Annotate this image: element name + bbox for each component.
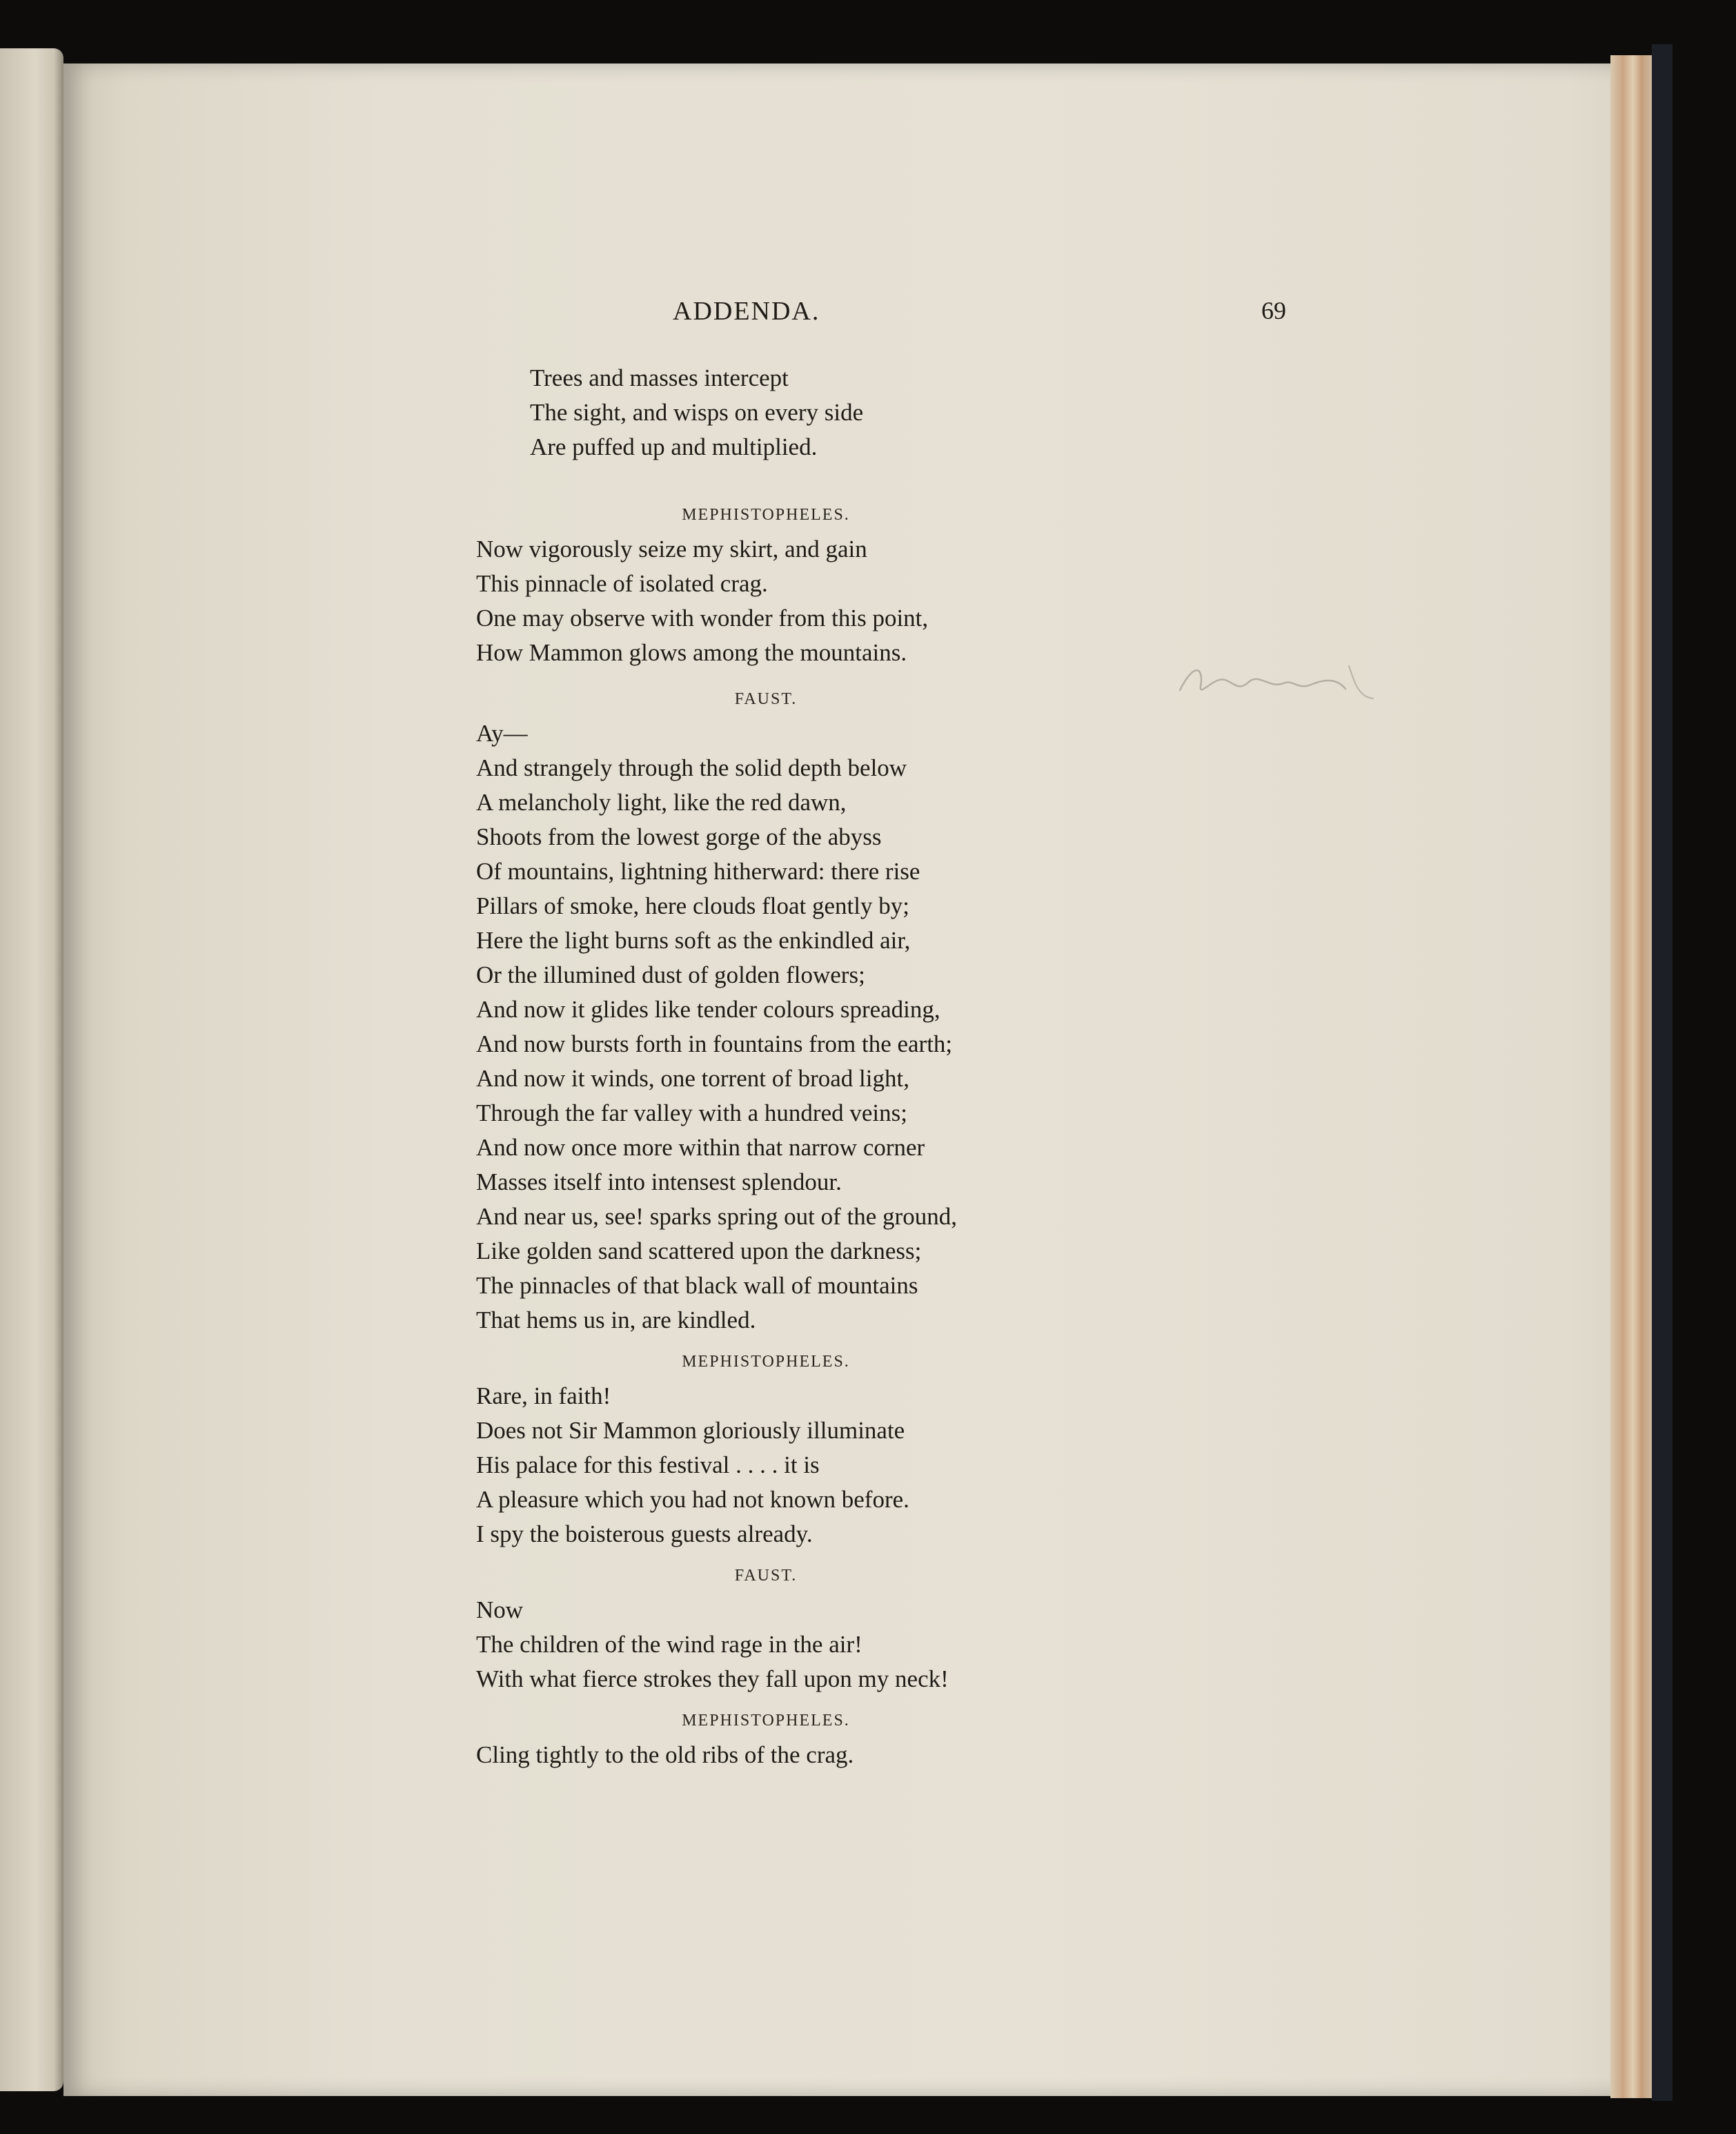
verse-line: Rare, in faith! xyxy=(476,1382,611,1409)
verse-line: A melancholy light, like the red dawn, xyxy=(476,789,847,816)
verse-line: With what fierce strokes they fall upon my neck! xyxy=(476,1665,949,1692)
verse-line: Through the far valley with a hundred veins; xyxy=(476,1099,907,1126)
running-head: ADDENDA. xyxy=(673,297,820,326)
verse-line: One may observe with wonder from this point, xyxy=(476,605,929,632)
verse-line: Of mountains, lightning hitherward: there rise xyxy=(476,858,920,885)
verse-line: And strangely through the solid depth below xyxy=(476,754,907,781)
verse-line: Shoots from the lowest gorge of the abyss xyxy=(476,823,882,850)
verse-line: And now it glides like tender colours spreading, xyxy=(476,996,940,1023)
verse-line: A pleasure which you had not known before. xyxy=(476,1486,909,1513)
verse-line: The children of the wind rage in the air! xyxy=(476,1631,862,1658)
verse-line: And now it winds, one torrent of broad light, xyxy=(476,1065,909,1092)
verse-line: Does not Sir Mammon gloriously illuminate xyxy=(476,1417,905,1444)
speaker-heading: FAUST. xyxy=(734,1567,798,1585)
verse-line: That hems us in, are kindled. xyxy=(476,1306,756,1333)
verse-line: Trees and masses intercept xyxy=(530,364,789,391)
verse-line: Are puffed up and multiplied. xyxy=(530,433,818,460)
verse-line: Cling tightly to the old ribs of the crag. xyxy=(476,1741,854,1768)
verse-line: The sight, and wisps on every side xyxy=(530,399,864,426)
verse-line: And now once more within that narrow corner xyxy=(476,1134,925,1161)
verse-line: And now bursts forth in fountains from the earth; xyxy=(476,1030,953,1057)
speaker-heading: FAUST. xyxy=(734,690,798,708)
verse-line: I spy the boisterous guests already. xyxy=(476,1520,813,1547)
verse-line: The pinnacles of that black wall of mountains xyxy=(476,1272,918,1299)
verse-line: Or the illumined dust of golden flowers; xyxy=(476,961,865,988)
page-number: 69 xyxy=(1261,297,1286,324)
verse-line: Pillars of smoke, here clouds float gently by; xyxy=(476,892,909,919)
verse-line: How Mammon glows among the mountains. xyxy=(476,639,907,666)
verse-line: Masses itself into intensest splendour. xyxy=(476,1168,842,1195)
verse-line: His palace for this festival . . . . it is xyxy=(476,1451,820,1478)
verse-line: Like golden sand scattered upon the darkness; xyxy=(476,1237,922,1264)
verse-line: And near us, see! sparks spring out of the ground, xyxy=(476,1203,957,1230)
verse-line: This pinnacle of isolated crag. xyxy=(476,570,768,597)
verse-line: Now xyxy=(476,1596,524,1623)
verse-line: Now vigorously seize my skirt, and gain xyxy=(476,536,867,562)
speaker-heading: MEPHISTOPHELES. xyxy=(682,1353,850,1371)
verse-line: Ay— xyxy=(476,720,528,747)
speaker-heading: MEPHISTOPHELES. xyxy=(682,1712,850,1730)
speaker-heading: MEPHISTOPHELES. xyxy=(682,506,850,524)
verse-line: Here the light burns soft as the enkindled air, xyxy=(476,927,911,954)
